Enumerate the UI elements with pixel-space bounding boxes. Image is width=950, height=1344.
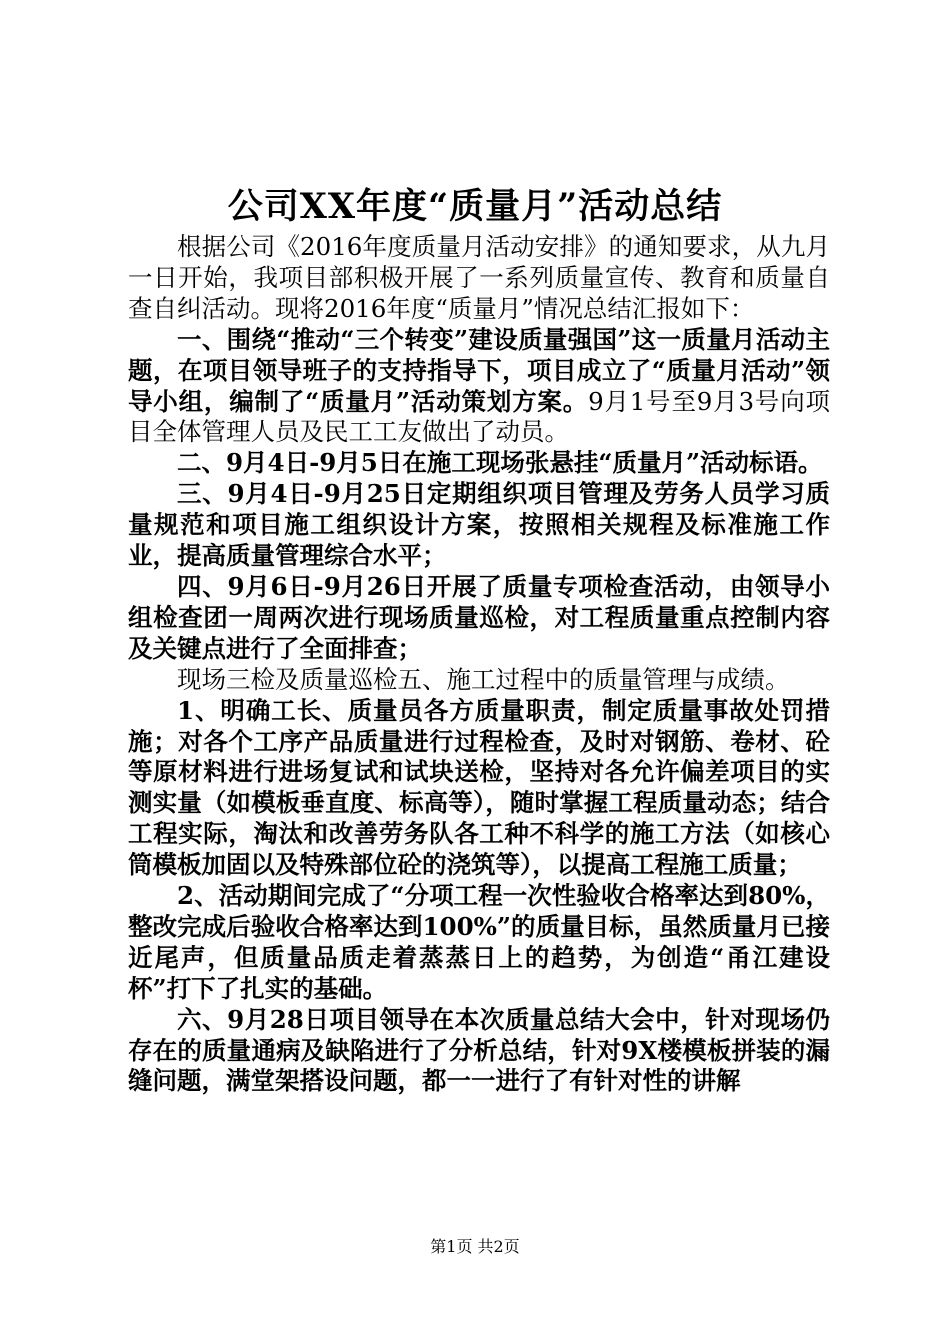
document-title: 公司XX年度“质量月”活动总结: [227, 186, 723, 227]
page-footer: 第1页 共2页: [430, 1237, 520, 1256]
paragraph-section-3-text: 三、9月4日-9月25日定期组织项目管理及劳务人员学习质量规范和项目施工组织设计方案，按照相关规程及标准施工作业，提高质量管理综合水平；: [128, 479, 830, 571]
document-body: [128, 232, 830, 1097]
paragraph-section-5-heading-text: 现场三检及质量巡检五、施工过程中的质量管理与成绩。: [177, 664, 790, 694]
paragraph-section-6: [128, 1005, 830, 1098]
paragraph-item-2-text: 2、活动期间完成了“分项工程一次性验收合格率达到80%，整改完成后验收合格率达到100%”的质量目标，虽然质量月已接近尾声，但质量品质走着蒸蒸日上的趋势，为创造“甬江建设杯”打下了扎实的基础。: [128, 881, 830, 1003]
paragraph-section-5-heading: [128, 665, 830, 696]
paragraph-intro-text: 根据公司《2016年度质量月活动安排》的通知要求，从九月一日开始，我项目部积极开展了一系列质量宣传、教育和质量自查自纠活动。现将2016年度“质量月”情况总结汇报如下：: [128, 232, 830, 323]
paragraph-section-1: [128, 325, 830, 449]
paragraph-intro: [128, 232, 830, 325]
paragraph-section-4-text: 四、9月6日-9月26日开展了质量专项检查活动，由领导小组检查团一周两次进行现场质量巡检，对工程质量重点控制内容及关键点进行了全面排查；: [128, 571, 830, 663]
paragraph-section-2: [128, 448, 830, 479]
paragraph-section-4: [128, 572, 830, 665]
paragraph-item-1: [128, 696, 830, 881]
paragraph-section-2-text: 二、9月4日-9月5日在施工现场张悬挂“质量月”活动标语。: [177, 448, 823, 478]
paragraph-section-3: [128, 479, 830, 572]
paragraph-item-1-text: 1、明确工长、质量员各方质量职责，制定质量事故处罚措施；对各个工序产品质量进行过程检查，及时对钢筋、卷材、砼等原材料进行进场复试和试块送检，坚持对各允许偏差项目的实测实量（如模板垂直度、标高等），随时掌握工程质量动态；结合工程实际，淘汰和改善劳务队各工种不科学的施工方法（如核心筒模板加固以及特殊部位砼的浇筑等），以提高工程施工质量；: [128, 695, 830, 880]
paragraph-item-2: [128, 881, 830, 1005]
paragraph-section-1-mobilization: 9月1号至9月3号向项目全体管理人员及民工工友做出了动员。: [128, 386, 830, 447]
paragraph-section-1-text: 一、围绕“推动“三个转变”建设质量强国”这一质量月活动主题，在项目领导班子的支持指导下，项目成立了“质量月活动”领导小组，编制了“质量月”活动策划方案。: [128, 324, 830, 416]
paragraph-section-6-text: 六、9月28日项目领导在本次质量总结大会中，针对现场仍存在的质量通病及缺陷进行了分析总结，针对9X楼模板拼装的漏缝问题，满堂架搭设问题，都一一进行了有针对性的讲解: [128, 1004, 830, 1096]
